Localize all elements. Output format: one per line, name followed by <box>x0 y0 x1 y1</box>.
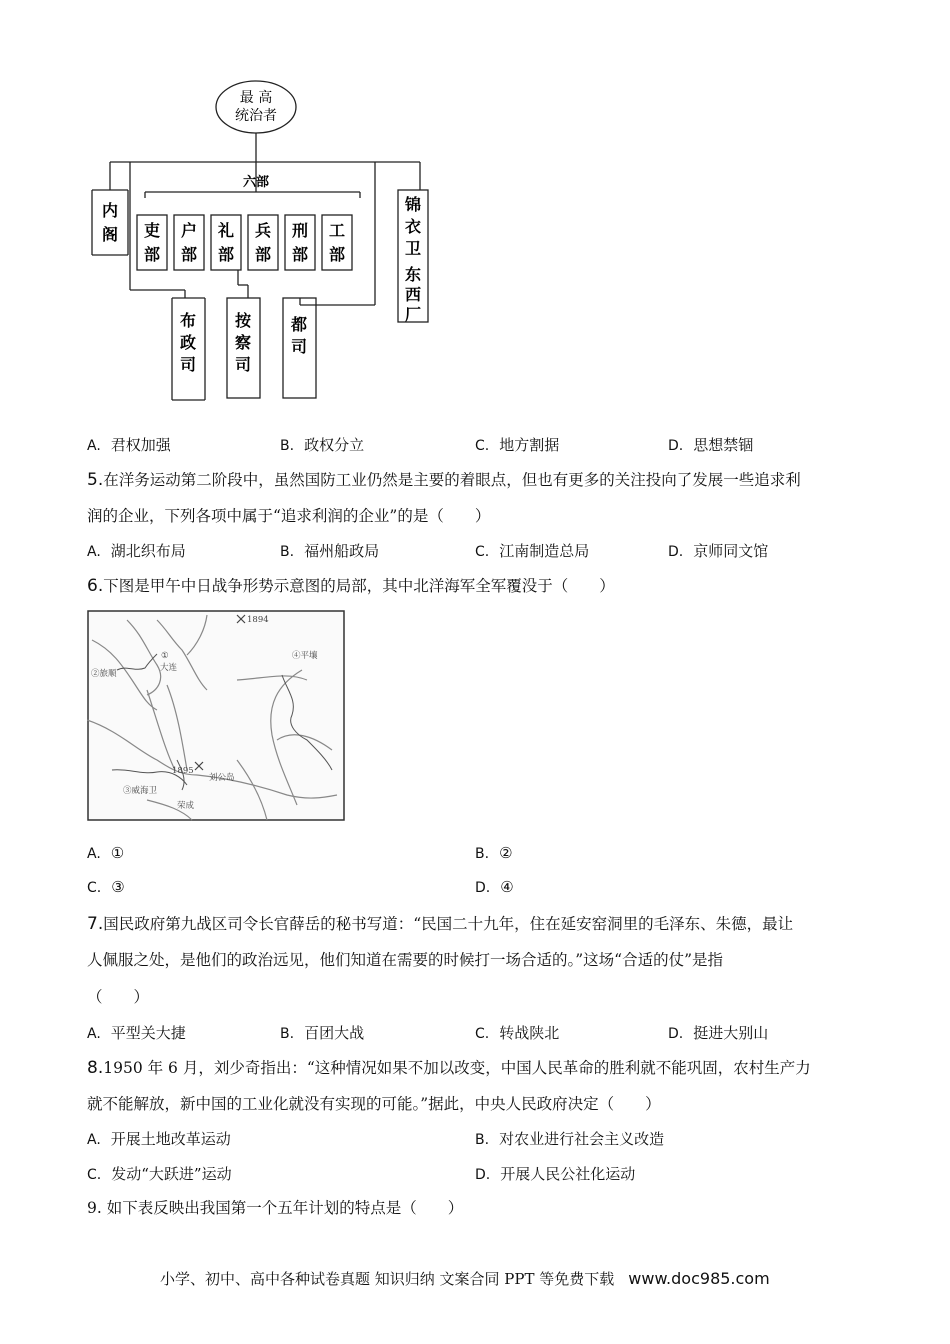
dongxichang-label: 东西厂 <box>404 265 422 324</box>
q4-option-d[interactable]: D. 思想禁锢 <box>668 436 754 454</box>
top-ruler-label-line2: 统治者 <box>235 108 277 124</box>
q7-option-b[interactable]: B. 百团大战 <box>280 1024 365 1042</box>
map-label-rongcheng: 荣成 <box>177 801 195 811</box>
q7-stem-line2: 人佩服之处，是他们的政治远见，他们知道在需要的时候打一场合适的。”这场“合适的仗”是指 <box>87 951 724 969</box>
q4-option-a[interactable]: A. 君权加强 <box>87 436 171 454</box>
q5-option-b[interactable]: B. 福州船政局 <box>280 542 380 560</box>
map-label-1895: 1895 <box>172 766 194 776</box>
map-marker-4-pyongyang: ④平壤 <box>292 651 318 661</box>
page-footer <box>160 1268 770 1289</box>
buzhengsi-label: 布政司 <box>179 311 197 374</box>
map-label-dalian: 大连 <box>160 663 178 673</box>
ministry-label-4: 兵部 <box>254 221 272 264</box>
map-label-liugongdao: 刘公岛 <box>209 773 235 783</box>
six-ministries-label: 六部 <box>242 175 270 190</box>
q4-option-c[interactable]: C. 地方割据 <box>475 436 560 454</box>
map-marker-2-lushun: ②旅顺 <box>91 669 117 679</box>
anchasi-label: 按察司 <box>234 311 252 374</box>
q7-option-c[interactable]: C. 转战陕北 <box>475 1024 560 1042</box>
q8-number: 8. <box>87 1058 104 1078</box>
q8-option-c[interactable]: C. 发动“大跃进”运动 <box>87 1165 232 1183</box>
q8-stem-line2: 就不能解放，新中国的工业化就没有实现的可能。”据此，中央人民政府决定（ ） <box>87 1095 661 1113</box>
ministry-label-5: 刑部 <box>291 221 309 264</box>
map-label-1894: 1894 <box>247 615 269 625</box>
q7-option-d[interactable]: D. 挺进大别山 <box>668 1024 769 1042</box>
neige-label: 内阁 <box>101 201 119 244</box>
ministry-label-1: 吏部 <box>143 221 161 264</box>
jinyiwei-label: 锦衣卫 <box>404 195 422 258</box>
ministry-label-6: 工部 <box>328 221 346 264</box>
q5-stem: 5.在洋务运动第二阶段中，虽然国防工业仍然是主要的着眼点，但也有更多的关注投向了发展一些追求利 <box>87 470 801 490</box>
ming-political-structure-diagram <box>80 70 440 415</box>
q6-stem: 6.下图是甲午中日战争形势示意图的局部，其中北洋海军全军覆没于（ ） <box>87 576 615 596</box>
q7-stem-line3: （ ） <box>87 988 150 1006</box>
q6-option-b[interactable]: B. ② <box>475 844 513 862</box>
map-marker-1: ① <box>161 651 169 661</box>
q7-number: 7. <box>87 914 104 934</box>
q9-stem: 9. 如下表反映出我国第一个五年计划的特点是（ ） <box>87 1199 464 1217</box>
q8-option-d[interactable]: D. 开展人民公社化运动 <box>475 1165 636 1183</box>
q5-number: 5. <box>87 470 104 490</box>
q8-option-a[interactable]: A. 开展土地改革运动 <box>87 1130 231 1148</box>
q5-option-a[interactable]: A. 湖北织布局 <box>87 542 186 560</box>
q8-option-b[interactable]: B. 对农业进行社会主义改造 <box>475 1130 665 1148</box>
q6-number: 6. <box>87 576 104 596</box>
ministry-label-3: 礼部 <box>217 221 235 264</box>
q4-option-b[interactable]: B. 政权分立 <box>280 436 365 454</box>
q7-option-a[interactable]: A. 平型关大捷 <box>87 1024 186 1042</box>
q6-option-a[interactable]: A. ① <box>87 844 125 862</box>
sino-japanese-war-map <box>87 610 345 822</box>
footer-text: 小学、初中、高中各种试卷真题 知识归纳 文案合同 PPT 等免费下载 <box>160 1270 615 1288</box>
dusi-label: 都司 <box>290 315 308 356</box>
q8-stem: 8.1950 年 6 月，刘少奇指出：“这种情况如果不加以改变，中国人民革命的胜利就不能巩固，农村生产力 <box>87 1058 811 1078</box>
q5-stem-line2: 润的企业，下列各项中属于“追求利润的企业”的是（ ） <box>87 507 491 525</box>
top-ruler-label-line1: 最 高 <box>239 90 273 106</box>
q5-option-d[interactable]: D. 京师同文馆 <box>668 542 769 560</box>
footer-url[interactable]: www.doc985.com <box>628 1269 770 1288</box>
ministry-label-2: 户部 <box>180 221 198 264</box>
q6-option-c[interactable]: C. ③ <box>87 878 125 896</box>
map-marker-3-weihaiwei: ③威海卫 <box>123 786 158 796</box>
q5-option-c[interactable]: C. 江南制造总局 <box>475 542 590 560</box>
q7-stem: 7.国民政府第九战区司令长官薛岳的秘书写道：“民国二十九年，住在延安窑洞里的毛泽东、朱德，最让 <box>87 914 794 934</box>
q6-option-d[interactable]: D. ④ <box>475 878 514 896</box>
